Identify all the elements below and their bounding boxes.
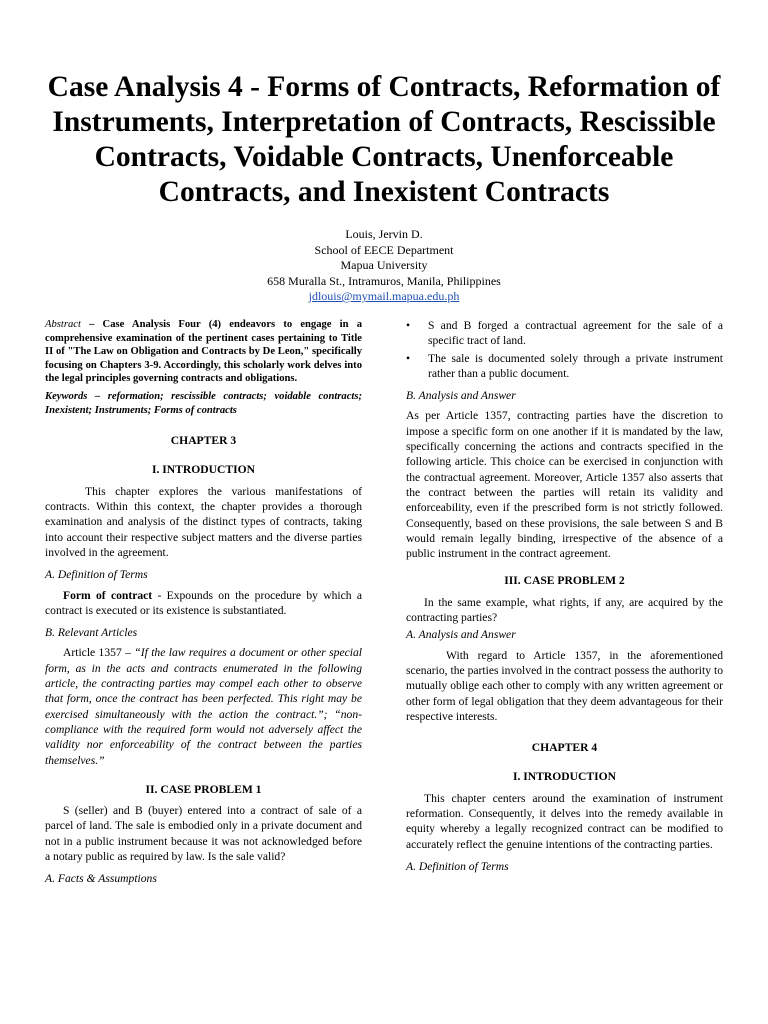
chapter-4-heading: CHAPTER 4 bbox=[531, 741, 598, 755]
bullet-icon: • bbox=[406, 319, 411, 332]
chapter-4-introduction-paragraph: This chapter centers around the examination of instrument reformation. Consequently, it delves into the remedy available in equity whereby a legally recognized contract can be modified to accurately reflect the genuine intentions of the contracting parties. bbox=[406, 791, 723, 851]
case-problem-1-text: S (seller) and B (buyer) entered into a contract of sale of a parcel of land. The sale is embodied only in a private document and not in a public instrument because it was not acknowledged before a notary public as required by law. Is the sale valid? bbox=[45, 804, 362, 863]
case-problem-2-heading: III. CASE PROBLEM 2 bbox=[504, 574, 625, 588]
term-text: - Expounds on the procedure by which a contract is executed or its existence is substantiated. bbox=[45, 588, 362, 617]
list-item bbox=[406, 318, 723, 349]
analysis-answer-2-heading: A. Analysis and Answer bbox=[406, 628, 516, 642]
analysis-2-paragraph: With regard to Article 1357, in the aforementioned scenario, the parties involved in the contract possess the authority to mutually oblige each other to comply with any written agreement or other form of legal obligation that they deem advantageous for their respective interests. bbox=[406, 648, 723, 723]
definition-of-terms-heading: A. Definition of Terms bbox=[45, 568, 148, 582]
article-1357-paragraph bbox=[45, 645, 362, 767]
case-problem-2-text: In the same example, what rights, if any, are acquired by the contracting parties? bbox=[406, 595, 723, 625]
relevant-articles-heading: B. Relevant Articles bbox=[45, 626, 138, 640]
abstract-label: Abstract bbox=[45, 319, 81, 330]
article-label: Article 1357 – bbox=[63, 646, 135, 660]
facts-assumptions-heading: A. Facts & Assumptions bbox=[45, 872, 157, 886]
facts-list bbox=[406, 318, 723, 381]
author-university: Mapua University bbox=[340, 258, 428, 272]
author-department: School of EECE Department bbox=[314, 242, 454, 257]
chapter-3-heading: CHAPTER 3 bbox=[170, 434, 237, 448]
author-name: Louis, Jervin D. bbox=[345, 227, 423, 241]
bullet-icon: • bbox=[406, 351, 411, 365]
abstract bbox=[45, 318, 362, 386]
author-email-line bbox=[0, 289, 768, 305]
left-column bbox=[45, 318, 362, 892]
chapter-4-definition-heading: A. Definition of Terms bbox=[406, 859, 509, 873]
introduction-paragraph: This chapter explores the various manifestations of contracts. Within this context, the chapter provides a thorough examination and analysis of the distinct types of contracts, taking into account their respective subject matters and the diverse parties involved in the agreement. bbox=[45, 484, 362, 559]
paper-title: Case Analysis 4 - Forms of Contracts, Reformation of Instruments, Interpretation of Contracts, Rescissible Contracts, Voidable Contracts, Unenforceable Contracts, and Inexistent Contracts bbox=[47, 71, 721, 208]
chapter-4-introduction-heading: I. INTRODUCTION bbox=[512, 770, 617, 784]
author-address: 658 Muralla St., Intramuros, Manila, Philippines bbox=[267, 273, 501, 288]
bullet-text: S and B forged a contractual agreement for the sale of a specific tract of land. bbox=[428, 319, 723, 348]
author-email-link[interactable]: jdlouis@mymail.mapua.edu.ph bbox=[308, 289, 460, 303]
term-definition bbox=[45, 588, 362, 619]
section-introduction-heading: I. INTRODUCTION bbox=[151, 463, 256, 477]
case-problem-1-heading: II. CASE PROBLEM 1 bbox=[145, 782, 262, 796]
article-quote: “If the law requires a document or other special form, as in the acts and contracts enumerated in the following article, the contracting parties may compel each other to observe that form, once the contract has been perfected. This right may be exercised simultaneously with the action the contract.”; “non-compliance with the required form would not adversely affect the validity nor enforceability of the contract between the parties themselves.” bbox=[45, 646, 362, 767]
analysis-answer-heading: B. Analysis and Answer bbox=[406, 389, 516, 403]
right-column bbox=[406, 318, 723, 879]
analysis-paragraph: As per Article 1357, contracting parties have the discretion to impose a specific form on one another if it is mandated by the law, specifically concerning the actions and contracts specified in the following article. This choice can be exercised in conjunction with the contractual agreement. Moreover, Article 1357 also asserts that the contract between the parties will retain its validity and enforceability, even if the prescribed form is not strictly followed. Consequently, based on these provisions, the sale between S and B would remain legally binding, irrespective of the absence of a public instrument in the contract agreement. bbox=[406, 409, 723, 561]
bullet-text: The sale is documented solely through a private instrument rather than a public document. bbox=[428, 351, 723, 380]
list-item bbox=[406, 351, 723, 382]
author-block bbox=[0, 227, 768, 305]
abstract-text: – Case Analysis Four (4) endeavors to engage in a comprehensive examination of the pertinent cases pertaining to Title II of "The Law on Obligation and Contracts by De Leon," specifically focusing on Chapters 3-9. Accordingly, this scholarly work delves into the legal principles governing contracts and obligations. bbox=[45, 319, 362, 385]
term-name: Form of contract bbox=[63, 588, 153, 602]
keywords: Keywords – reformation; rescissible contracts; voidable contracts; Inexistent; Instruments; Forms of contracts bbox=[45, 390, 362, 416]
